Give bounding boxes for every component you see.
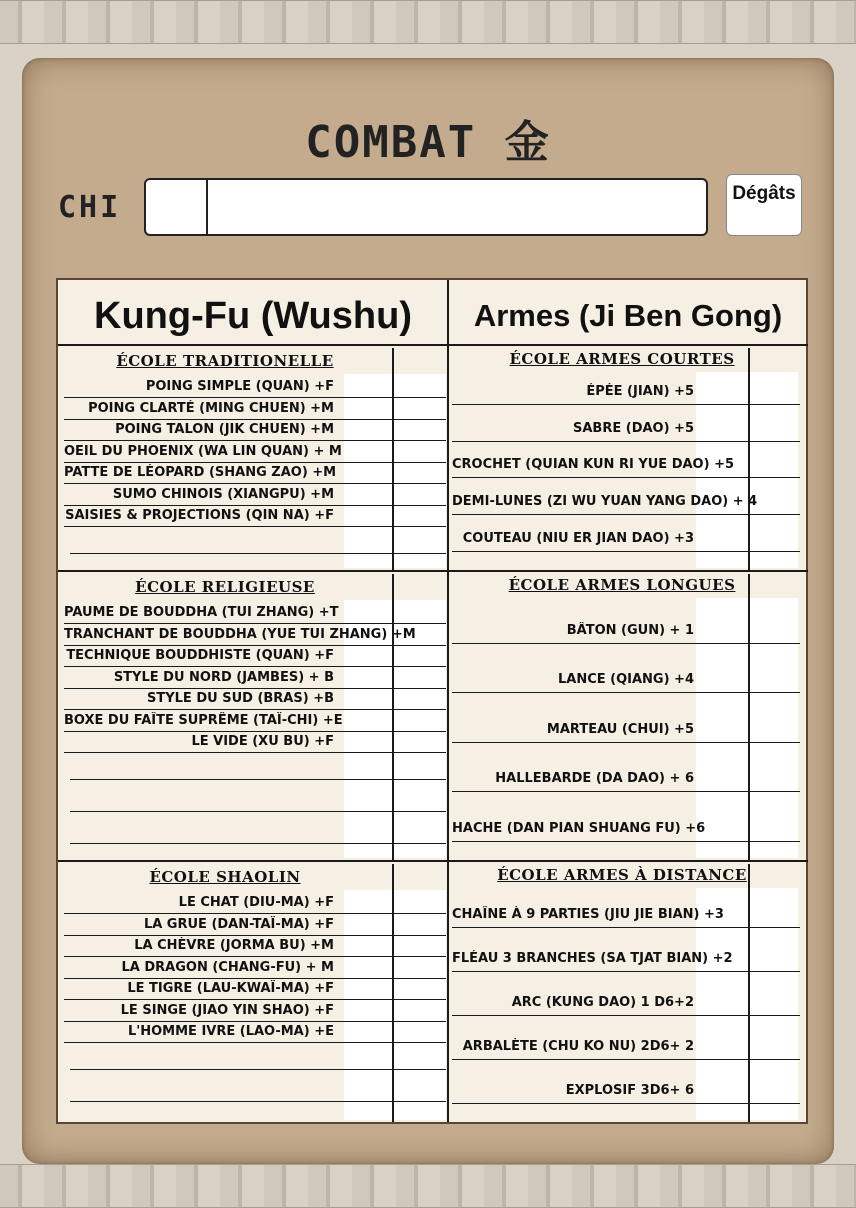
armes-weapon-row[interactable]: ARBALÈTE (CHU KO NU) 2D6+ 2 bbox=[452, 1038, 800, 1060]
armes-section-title: ÉCOLE ARMES COURTES bbox=[509, 350, 735, 368]
kungfu-blank-row-line bbox=[70, 811, 446, 813]
kungfu-technique-row[interactable]: LE CHAT (DIU-MA) +F bbox=[64, 894, 446, 914]
armes-weapon-row[interactable]: DEMI-LUNES (ZI WU YUAN YANG DAO) + 4 bbox=[452, 493, 800, 515]
kungfu-heading: Kung-Fu (Wushu) bbox=[94, 295, 412, 337]
armes-weapon-row[interactable]: HACHE (DAN PIAN SHUANG FU) +6 bbox=[452, 820, 800, 842]
kungfu-technique-row[interactable]: SUMO CHINOIS (XIANGPU) +M bbox=[64, 486, 446, 506]
degats-label: Dégâts bbox=[732, 183, 796, 204]
kungfu-section-title: ÉCOLE SHAOLIN bbox=[149, 868, 301, 886]
kungfu-technique-row[interactable]: LE VIDE (XU BU) +F bbox=[64, 733, 446, 753]
armes-weapon-row[interactable]: FLÉAU 3 BRANCHES (SA TJAT BIAN) +2 bbox=[452, 950, 800, 972]
kungfu-blank-row-line bbox=[70, 1101, 446, 1103]
armes-weapon-row[interactable]: LANCE (QIANG) +4 bbox=[452, 671, 800, 693]
degats-field[interactable] bbox=[726, 174, 802, 236]
armes-section-title: ÉCOLE ARMES LONGUES bbox=[508, 576, 736, 594]
center-divider bbox=[447, 280, 449, 1122]
kungfu-technique-row[interactable]: LE SINGE (JIAO YIN SHAO) +F bbox=[64, 1002, 446, 1022]
kungfu-technique-row[interactable]: POING CLARTÉ (MING CHUEN) +M bbox=[64, 400, 446, 420]
kungfu-technique-row[interactable]: BOXE DU FAÎTE SUPRÊME (TAÏ-CHI) +E bbox=[64, 712, 446, 732]
kungfu-blank-row-line bbox=[70, 553, 446, 555]
kungfu-technique-row[interactable]: PAUME DE BOUDDHA (TUI ZHANG) +T bbox=[64, 604, 446, 624]
kungfu-blank-row-line bbox=[70, 1069, 446, 1071]
section-divider-2 bbox=[58, 860, 808, 862]
kungfu-technique-row[interactable]: L'HOMME IVRE (LAO-MA) +E bbox=[64, 1023, 446, 1043]
kungfu-section-title: ÉCOLE TRADITIONELLE bbox=[116, 352, 334, 370]
kungfu-technique-row[interactable]: LA DRAGON (CHANG-FU) + M bbox=[64, 959, 446, 979]
top-decorative-band bbox=[0, 0, 856, 44]
kungfu-blank-row-line bbox=[70, 843, 446, 845]
kungfu-technique-row[interactable]: TECHNIQUE BOUDDHISTE (QUAN) +F bbox=[64, 647, 446, 667]
armes-weapon-row[interactable]: SABRE (DAO) +5 bbox=[452, 420, 800, 442]
heading-underline bbox=[58, 344, 808, 346]
armes-weapon-row[interactable]: CHAÎNE À 9 PARTIES (JIU JIE BIAN) +3 bbox=[452, 906, 800, 928]
kungfu-technique-row[interactable]: PATTE DE LÉOPARD (SHANG ZAO) +M bbox=[64, 464, 446, 484]
kungfu-technique-row[interactable]: OEIL DU PHOENIX (WA LIN QUAN) + M bbox=[64, 443, 446, 463]
armes-weapon-row[interactable]: BÂTON (GUN) + 1 bbox=[452, 622, 800, 644]
section-divider-1 bbox=[58, 570, 808, 572]
kungfu-technique-row[interactable]: TRANCHANT DE BOUDDHA (YUE TUI ZHANG) +M bbox=[64, 626, 446, 646]
armes-score-divider bbox=[748, 574, 750, 860]
kungfu-technique-row[interactable]: STYLE DU SUD (BRAS) +B bbox=[64, 690, 446, 710]
armes-weapon-row[interactable]: CROCHET (QUIAN KUN RI YUE DAO) +5 bbox=[452, 456, 800, 478]
chi-field[interactable] bbox=[144, 178, 708, 236]
armes-weapon-row[interactable]: COUTEAU (NIU ER JIAN DAO) +3 bbox=[452, 530, 800, 552]
kungfu-technique-row[interactable]: LA CHÈVRE (JORMA BU) +M bbox=[64, 937, 446, 957]
armes-weapon-row[interactable]: ÉPÉE (JIAN) +5 bbox=[452, 383, 800, 405]
chi-field-divider bbox=[206, 180, 208, 234]
armes-section-title: ÉCOLE ARMES À DISTANCE bbox=[497, 866, 747, 884]
kungfu-technique-row[interactable]: LE TIGRE (LAU-KWAÏ-MA) +F bbox=[64, 980, 446, 1000]
armes-weapon-row[interactable]: ARC (KUNG DAO) 1 D6+2 bbox=[452, 994, 800, 1016]
kungfu-technique-row[interactable]: SAISIES & PROJECTIONS (QIN NA) +F bbox=[64, 507, 446, 527]
armes-weapon-row[interactable]: EXPLOSIF 3D6+ 6 bbox=[452, 1082, 800, 1104]
kungfu-technique-row[interactable]: POING SIMPLE (QUAN) +F bbox=[64, 378, 446, 398]
chi-label: CHI bbox=[58, 190, 122, 225]
armes-weapon-row[interactable]: MARTEAU (CHUI) +5 bbox=[452, 721, 800, 743]
page-title: COMBAT 金 bbox=[305, 117, 551, 168]
kungfu-technique-row[interactable]: STYLE DU NORD (JAMBES) + B bbox=[64, 669, 446, 689]
kungfu-blank-row-line bbox=[70, 779, 446, 781]
bottom-decorative-band bbox=[0, 1164, 856, 1208]
kungfu-technique-row[interactable]: LA GRUE (DAN-TAÏ-MA) +F bbox=[64, 916, 446, 936]
kungfu-section-title: ÉCOLE RELIGIEUSE bbox=[135, 578, 315, 596]
kungfu-technique-row[interactable]: POING TALON (JIK CHUEN) +M bbox=[64, 421, 446, 441]
armes-weapon-row[interactable]: HALLEBARDE (DA DAO) + 6 bbox=[452, 770, 800, 792]
armes-heading: Armes (Ji Ben Gong) bbox=[473, 298, 783, 333]
